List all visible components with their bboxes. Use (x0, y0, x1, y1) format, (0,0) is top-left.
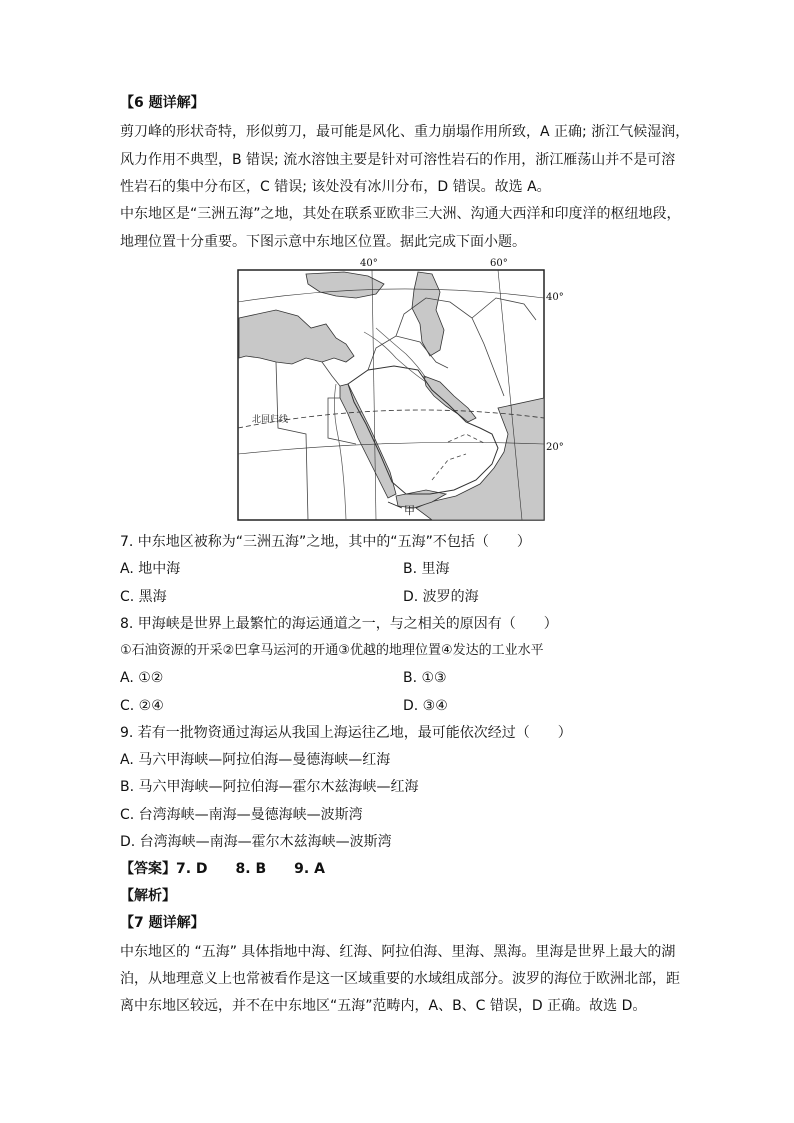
q8-option-d: D. ③④ (403, 698, 448, 714)
q7-option-d: D. 波罗的海 (403, 589, 479, 605)
intro-line-1: 中东地区是“三洲五海”之地，其处在联系亚欧非三大洲、沟通大西洋和印度洋的枢纽地段， (120, 206, 681, 222)
q9-stem: 9. 若有一批物资通过海运从我国上海运往乙地，最可能依次经过（ ） (120, 725, 572, 741)
q6-text-line-2: 风力作用不典型，B 错误; 流水溶蚀主要是针对可溶性岩石的作用，浙江雁荡山并不是可溶 (120, 152, 676, 168)
intro-line-2: 地理位置十分重要。下图示意中东地区位置。据此完成下面小题。 (120, 234, 526, 250)
q9-option-d: D. 台湾海峡—南海—霍尔木兹海峡—波斯湾 (120, 834, 392, 850)
q7-header: 【7 题详解】 (120, 915, 205, 931)
answer-line: 【答案】7. D 8. B 9. A (120, 861, 325, 877)
q9-option-a: A. 马六甲海峡—阿拉伯海—曼德海峡—红海 (120, 752, 391, 768)
q7-text-line-3: 离中东地区较远，并不在中东地区“五海”范畴内，A、B、C 错误，D 正确。故选 D。 (120, 998, 647, 1014)
q7-option-b: B. 里海 (403, 561, 450, 577)
q7-stem: 7. 中东地区被称为“三洲五海”之地，其中的“五海”不包括（ ） (120, 534, 531, 550)
q7-option-a: A. 地中海 (120, 561, 181, 577)
q7-option-c: C. 黑海 (120, 589, 167, 605)
q7-text-line-2: 泊，从地理意义上也常被看作是这一区域重要的水域组成部分。波罗的海位于欧洲北部，距 (120, 971, 680, 987)
lat-20-label: 20° (546, 442, 564, 453)
q8-items: ①石油资源的开采②巴拿马运河的开通③优越的地理位置④发达的工业水平 (120, 643, 544, 658)
map-svg (236, 258, 546, 523)
strait-jia-label: 甲 (404, 504, 415, 517)
q6-text-line-1: 剪刀峰的形状奇特，形似剪刀，最可能是风化、重力崩塌作用所致，A 正确; 浙江气候湿润， (120, 124, 690, 140)
q8-option-c: C. ②④ (120, 698, 164, 714)
q7-text-line-1: 中东地区的 “五海” 具体指地中海、红海、阿拉伯海、里海、黑海。里海是世界上最大的湖 (120, 944, 676, 960)
q9-option-c: C. 台湾海峡—南海—曼德海峡—波斯湾 (120, 807, 363, 823)
q8-option-a: A. ①② (120, 670, 164, 686)
lon-60-label: 60° (490, 258, 508, 269)
q6-text-line-3: 性岩石的集中分布区，C 错误; 该处没有冰川分布，D 错误。故选 A。 (120, 179, 551, 195)
lat-40-label: 40° (546, 292, 564, 303)
middle-east-map (236, 258, 564, 523)
q8-option-b: B. ①③ (403, 670, 447, 686)
lon-40-label: 40° (360, 258, 378, 269)
q9-option-b: B. 马六甲海峡—阿拉伯海—霍尔木兹海峡—红海 (120, 779, 419, 795)
analysis-header: 【解析】 (120, 888, 176, 904)
q8-stem: 8. 甲海峡是世界上最繁忙的海运通道之一，与之相关的原因有（ ） (120, 616, 558, 632)
tropic-label: 北回归线 (252, 415, 289, 425)
q6-header: 【6 题详解】 (120, 95, 205, 111)
